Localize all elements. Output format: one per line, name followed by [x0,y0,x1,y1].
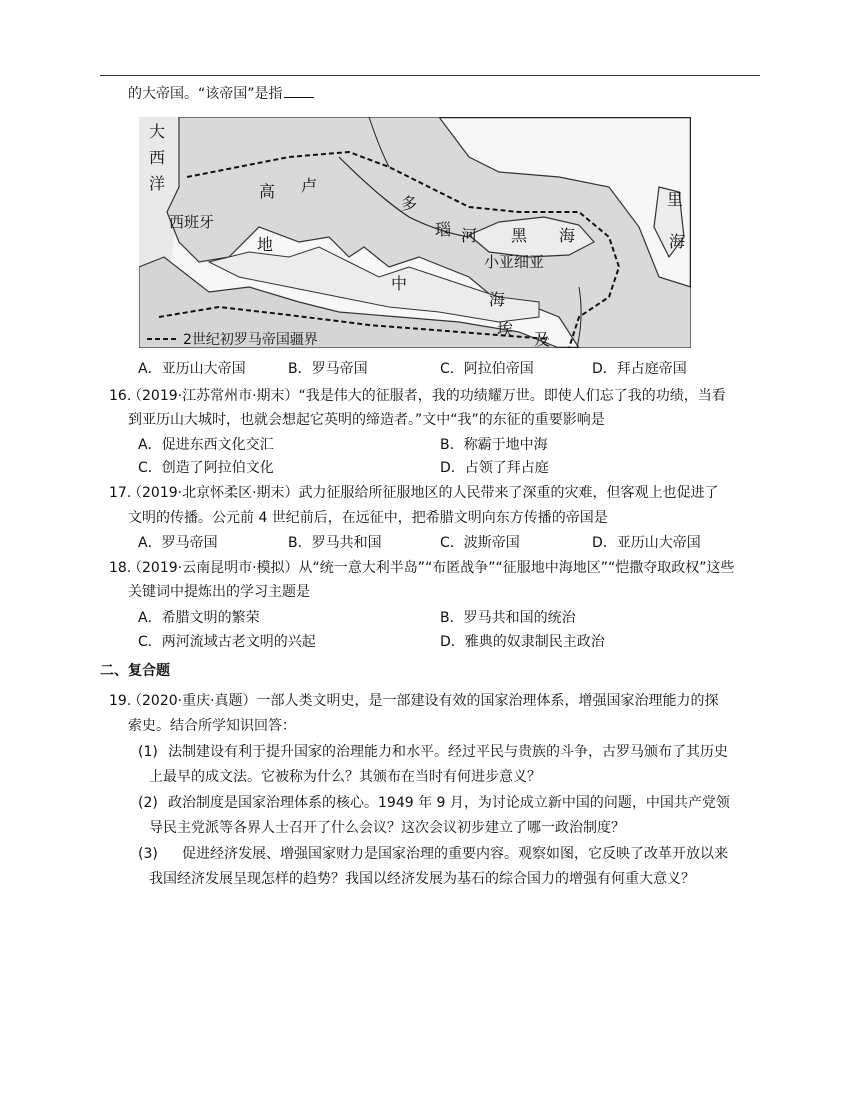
map-label: 多 [401,194,418,213]
q18-number: 18. [109,560,132,576]
map-label: 瑙 [435,220,452,239]
q19-sub1-line1: 法制建设有利于提升国家的治理能力和水平。经过平民与贵族的斗争，古罗马颁布了其历史 [168,744,728,760]
q17-number: 17. [109,485,132,501]
map-label: 黑 [511,226,528,245]
q15-option-d[interactable]: D．拜占庭帝国 [592,361,687,377]
q18-option-a[interactable]: A．希腊文明的繁荣 [138,610,260,626]
map-label: 大 [149,122,166,141]
q19-number: 19. [109,693,132,709]
q16-number: 16. [109,388,132,404]
q19-sub1-number: (1) [138,744,158,760]
q19-sub1-line2: 上最早的成文法。它被称为什么？其颁布在当时有何进步意义？ [149,769,541,785]
q16-option-a[interactable]: A．促进东西文化交汇 [138,437,274,453]
q18-stem-line1: （2019·云南昆明市·模拟）从“统一意大利半岛”“布匿战争”“征服地中海地区”“恺撒夺取政权”这些 [128,560,735,576]
q18-stem-line2: 关键词中提炼出的学习主题是 [128,584,310,600]
map-label: 河 [461,226,478,245]
map-label: 海 [559,226,576,245]
q17-option-a[interactable]: A．罗马帝国 [138,535,218,551]
map-label: 海 [669,232,686,251]
map-label: 洋 [149,174,166,193]
q19-stem-line1: （2020·重庆·真题）一部人类文明史，是一部建设有效的国家治理体系，增强国家治理能力的探 [128,693,719,709]
q15-option-b[interactable]: B．罗马帝国 [288,361,368,377]
q16-stem-line2: 到亚历山大城时，也就会想起它英明的缔造者。”文中“我”的东征的重要影响是 [128,412,605,428]
map-label: 高 [259,182,276,201]
map-caption: 2世纪初罗马帝国疆界 [183,332,318,348]
q19-sub3-line1: 促进经济发展、增强国家财力是国家治理的重要内容。观察如图，它反映了改革开放以来 [182,846,728,862]
roman-empire-map [139,117,691,348]
q15-stem-text: 的大帝国。“该帝国”是指 [128,86,283,102]
map-label: 卢 [301,176,318,195]
header-rule [100,75,760,76]
q18-option-b[interactable]: B．罗马共和国的统治 [440,610,576,626]
section-heading: 二、复合题 [100,663,170,679]
q19-sub2-line1: 政治制度是国家治理体系的核心。1949 年 9 月，为讨论成立新中国的问题，中国共产党领 [168,795,730,811]
q17-stem-line2: 文明的传播。公元前 4 世纪前后，在远征中，把希腊文明向东方传播的帝国是 [128,510,608,526]
q18-option-d[interactable]: D．雅典的奴隶制民主政治 [440,634,605,650]
q19-sub2-line2: 导民主党派等各界人士召开了什么会议？这次会议初步建立了哪一政治制度？ [149,820,625,836]
map-label: 地 [257,235,274,254]
q17-stem-line1: （2019·北京怀柔区·期末）武力征服给所征服地区的人民带来了深重的灾难，但客观上也促进了 [128,485,719,501]
q17-option-b[interactable]: B．罗马共和国 [288,535,382,551]
map-label: 里 [667,190,684,209]
map-label: 埃 [497,320,514,339]
map-label: 西班牙 [169,213,215,231]
q17-option-c[interactable]: C．波斯帝国 [440,535,520,551]
q19-stem-line2: 索史。结合所学知识回答： [128,718,296,734]
q19-sub3-line2: 我国经济发展呈现怎样的趋势？我国以经济发展为基石的综合国力的增强有何重大意义？ [149,871,695,887]
map-label: 小亚细亚 [484,253,545,271]
map-label: 中 [391,274,408,293]
q16-stem-line1: （2019·江苏常州市·期末）“我是伟大的征服者，我的功绩耀万世。即使人们忘了我的功绩，当看 [128,388,726,404]
q15-option-c[interactable]: C．阿拉伯帝国 [440,361,534,377]
q19-sub2-number: (2) [138,795,158,811]
q16-option-b[interactable]: B．称霸于地中海 [440,437,548,453]
map-label: 海 [489,290,506,309]
q17-option-d[interactable]: D．亚历山大帝国 [592,535,701,551]
q19-sub3-number: (3) [138,846,158,862]
q15-stem-tail [128,83,314,105]
answer-blank [284,83,314,98]
map-label: 及 [534,330,551,348]
q16-option-d[interactable]: D．占领了拜占庭 [440,460,549,476]
q16-option-c[interactable]: C．创造了阿拉伯文化 [138,460,274,476]
q15-option-a[interactable]: A．亚历山大帝国 [138,361,246,377]
q18-option-c[interactable]: C．两河流域古老文明的兴起 [138,634,316,650]
map-label: 西 [149,148,166,167]
